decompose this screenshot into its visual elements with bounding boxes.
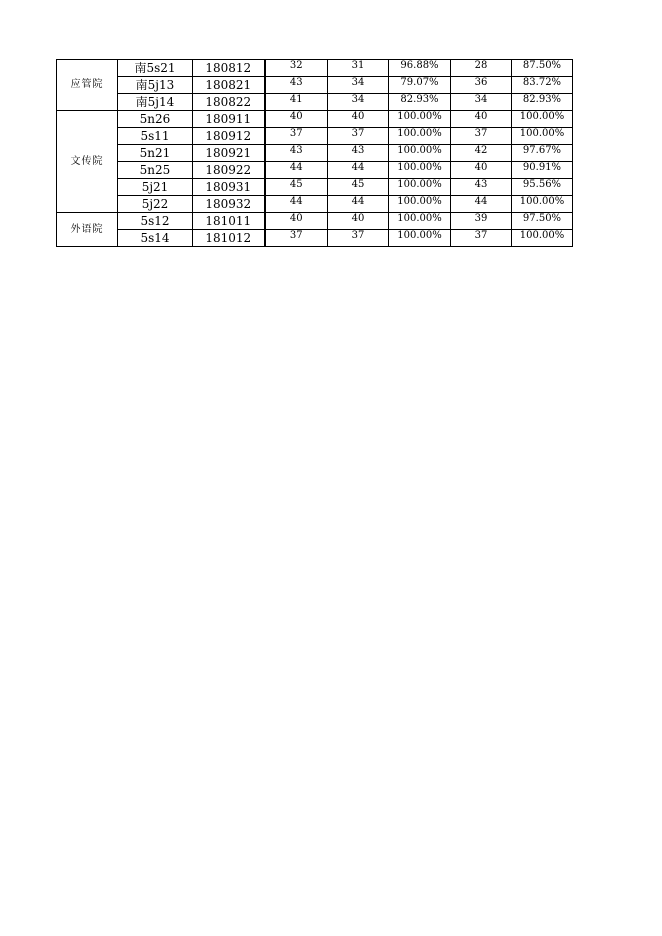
count-b-cell: 40: [451, 111, 512, 128]
total-count-cell: 43: [265, 145, 328, 162]
class-code-cell: 180821: [193, 77, 265, 94]
count-a-cell: 37: [328, 128, 389, 145]
rate-a-cell: 79.07%: [389, 77, 451, 94]
table-row: [57, 213, 573, 230]
count-a-cell: 43: [328, 145, 389, 162]
class-name-cell: 5n25: [118, 162, 193, 179]
college-name-cell: 外语院: [57, 213, 118, 247]
count-a-cell: 34: [328, 77, 389, 94]
class-code-cell: 180812: [193, 60, 265, 77]
table-row: [57, 77, 573, 94]
class-code-cell: 181011: [193, 213, 265, 230]
class-name-cell: 5n26: [118, 111, 193, 128]
table-row: [57, 145, 573, 162]
rate-a-cell: 100.00%: [389, 145, 451, 162]
table-body: [57, 60, 573, 247]
class-name-cell: 南5j14: [118, 94, 193, 111]
rate-a-cell: 96.88%: [389, 60, 451, 77]
rate-a-cell: 100.00%: [389, 162, 451, 179]
table-row: [57, 179, 573, 196]
class-name-cell: 南5s21: [118, 60, 193, 77]
count-b-cell: 44: [451, 196, 512, 213]
class-name-cell: 5s12: [118, 213, 193, 230]
table-row: [57, 60, 573, 77]
rate-b-cell: 90.91%: [512, 162, 573, 179]
count-a-cell: 40: [328, 111, 389, 128]
rate-b-cell: 100.00%: [512, 230, 573, 247]
total-count-cell: 40: [265, 111, 328, 128]
class-code-cell: 180912: [193, 128, 265, 145]
count-a-cell: 45: [328, 179, 389, 196]
count-b-cell: 28: [451, 60, 512, 77]
total-count-cell: 41: [265, 94, 328, 111]
count-a-cell: 37: [328, 230, 389, 247]
rate-b-cell: 95.56%: [512, 179, 573, 196]
class-code-cell: 180922: [193, 162, 265, 179]
table-row: [57, 128, 573, 145]
table-row: [57, 94, 573, 111]
table-row: [57, 111, 573, 128]
total-count-cell: 43: [265, 77, 328, 94]
count-a-cell: 40: [328, 213, 389, 230]
count-b-cell: 42: [451, 145, 512, 162]
table-row: [57, 230, 573, 247]
total-count-cell: 45: [265, 179, 328, 196]
count-b-cell: 37: [451, 230, 512, 247]
class-name-cell: 5j21: [118, 179, 193, 196]
class-code-cell: 180921: [193, 145, 265, 162]
count-a-cell: 34: [328, 94, 389, 111]
rate-a-cell: 100.00%: [389, 196, 451, 213]
total-count-cell: 44: [265, 196, 328, 213]
count-b-cell: 37: [451, 128, 512, 145]
count-a-cell: 44: [328, 162, 389, 179]
college-name-cell: 文传院: [57, 111, 118, 213]
rate-a-cell: 82.93%: [389, 94, 451, 111]
rate-a-cell: 100.00%: [389, 111, 451, 128]
count-b-cell: 40: [451, 162, 512, 179]
class-code-cell: 180822: [193, 94, 265, 111]
count-a-cell: 44: [328, 196, 389, 213]
rate-b-cell: 97.50%: [512, 213, 573, 230]
class-code-cell: 181012: [193, 230, 265, 247]
count-b-cell: 43: [451, 179, 512, 196]
rate-b-cell: 100.00%: [512, 196, 573, 213]
class-code-cell: 180911: [193, 111, 265, 128]
class-name-cell: 南5j13: [118, 77, 193, 94]
college-name-cell: 应管院: [57, 60, 118, 111]
total-count-cell: 44: [265, 162, 328, 179]
class-name-cell: 5s11: [118, 128, 193, 145]
rate-b-cell: 82.93%: [512, 94, 573, 111]
rate-b-cell: 87.50%: [512, 60, 573, 77]
total-count-cell: 37: [265, 128, 328, 145]
rate-b-cell: 97.67%: [512, 145, 573, 162]
rate-b-cell: 100.00%: [512, 111, 573, 128]
rate-a-cell: 100.00%: [389, 179, 451, 196]
total-count-cell: 32: [265, 60, 328, 77]
rate-b-cell: 100.00%: [512, 128, 573, 145]
rate-b-cell: 83.72%: [512, 77, 573, 94]
total-count-cell: 40: [265, 213, 328, 230]
class-name-cell: 5j22: [118, 196, 193, 213]
total-count-cell: 37: [265, 230, 328, 247]
class-name-cell: 5n21: [118, 145, 193, 162]
class-name-cell: 5s14: [118, 230, 193, 247]
count-b-cell: 36: [451, 77, 512, 94]
statistics-table: [56, 59, 573, 247]
count-b-cell: 34: [451, 94, 512, 111]
table-row: [57, 162, 573, 179]
rate-a-cell: 100.00%: [389, 213, 451, 230]
count-b-cell: 39: [451, 213, 512, 230]
class-code-cell: 180931: [193, 179, 265, 196]
class-code-cell: 180932: [193, 196, 265, 213]
rate-a-cell: 100.00%: [389, 128, 451, 145]
count-a-cell: 31: [328, 60, 389, 77]
table-row: [57, 196, 573, 213]
rate-a-cell: 100.00%: [389, 230, 451, 247]
